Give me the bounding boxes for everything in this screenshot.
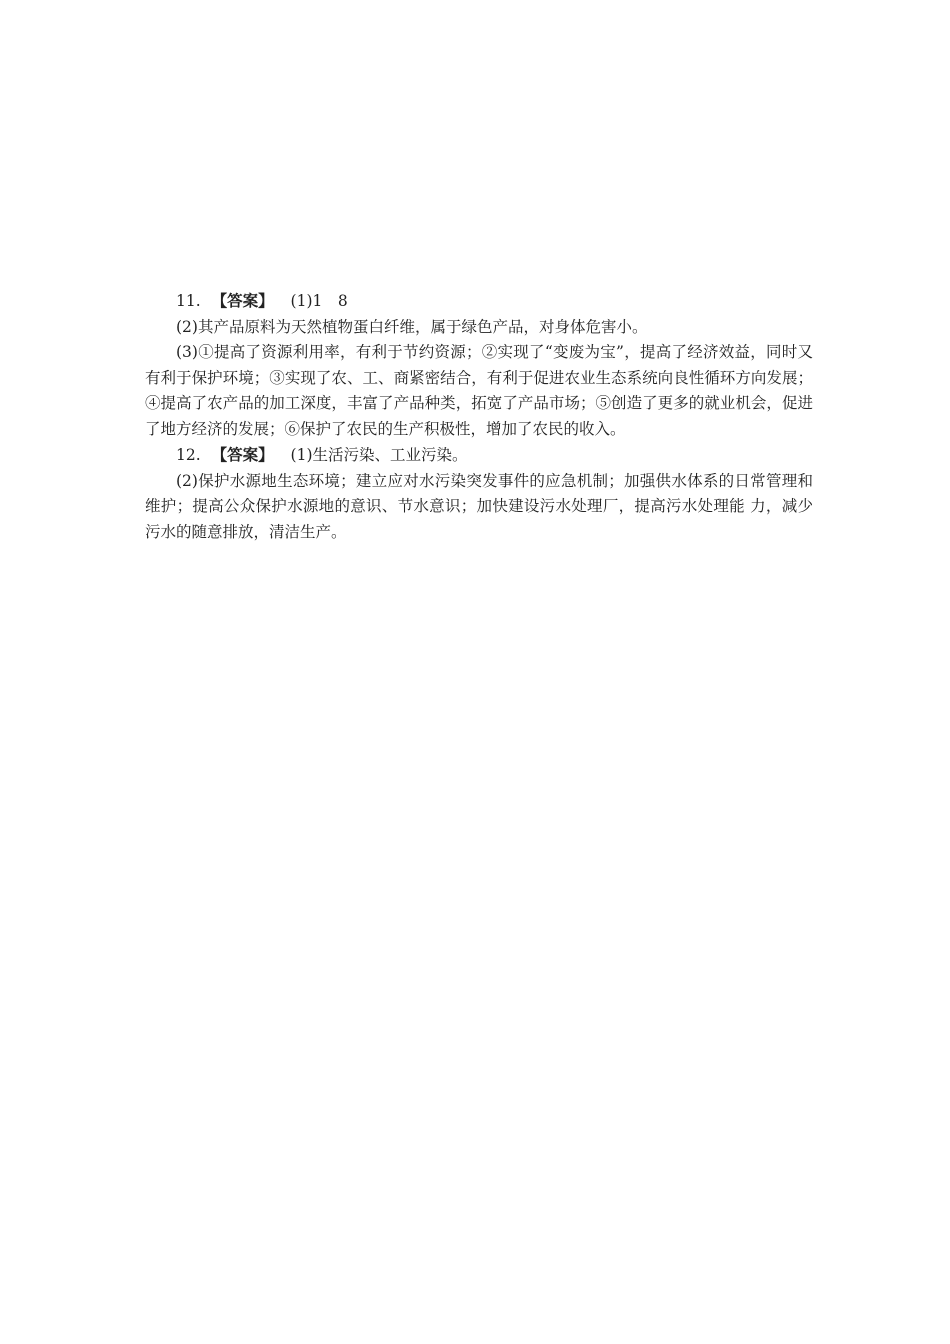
answer-tag: 【答案】 (211, 291, 274, 310)
answer-text: (1)生活污染、工业污染。 (290, 446, 468, 464)
answer-text: (1)1 8 (290, 292, 348, 310)
answer-12-heading (145, 442, 813, 469)
question-number: 12. (176, 446, 201, 464)
answer-tag: 【答案】 (211, 445, 274, 464)
answer-paragraph: (2)保护水源地生态环境；建立应对水污染突发事件的应急机制；加强供水体系的日常管理和维护；提高公众保护水源地的意识、节水意识；加快建设污水处理厂，提高污水处理能 力，减少污水的随意排放，清洁生产。 (145, 471, 813, 541)
question-number: 11. (176, 292, 201, 310)
answer-content (145, 288, 813, 545)
answer-paragraph: (3)①提高了资源利用率，有利于节约资源；②实现了“变废为宝”，提高了经济效益，同时又有利于保护环境；③实现了农、工、商紧密结合，有利于促进农业生态系统向良性循环方向发展；④提高了农产品的加工深度，丰富了产品种类，拓宽了产品市场；⑤创造了更多的就业机会，促进了地方经济的发展；⑥保护了农民的生产积极性，增加了农民的收入。 (145, 343, 813, 438)
answer-11-heading (145, 288, 813, 315)
answer-paragraph: (2)其产品原料为天然植物蛋白纤维，属于绿色产品，对身体危害小。 (176, 317, 648, 336)
